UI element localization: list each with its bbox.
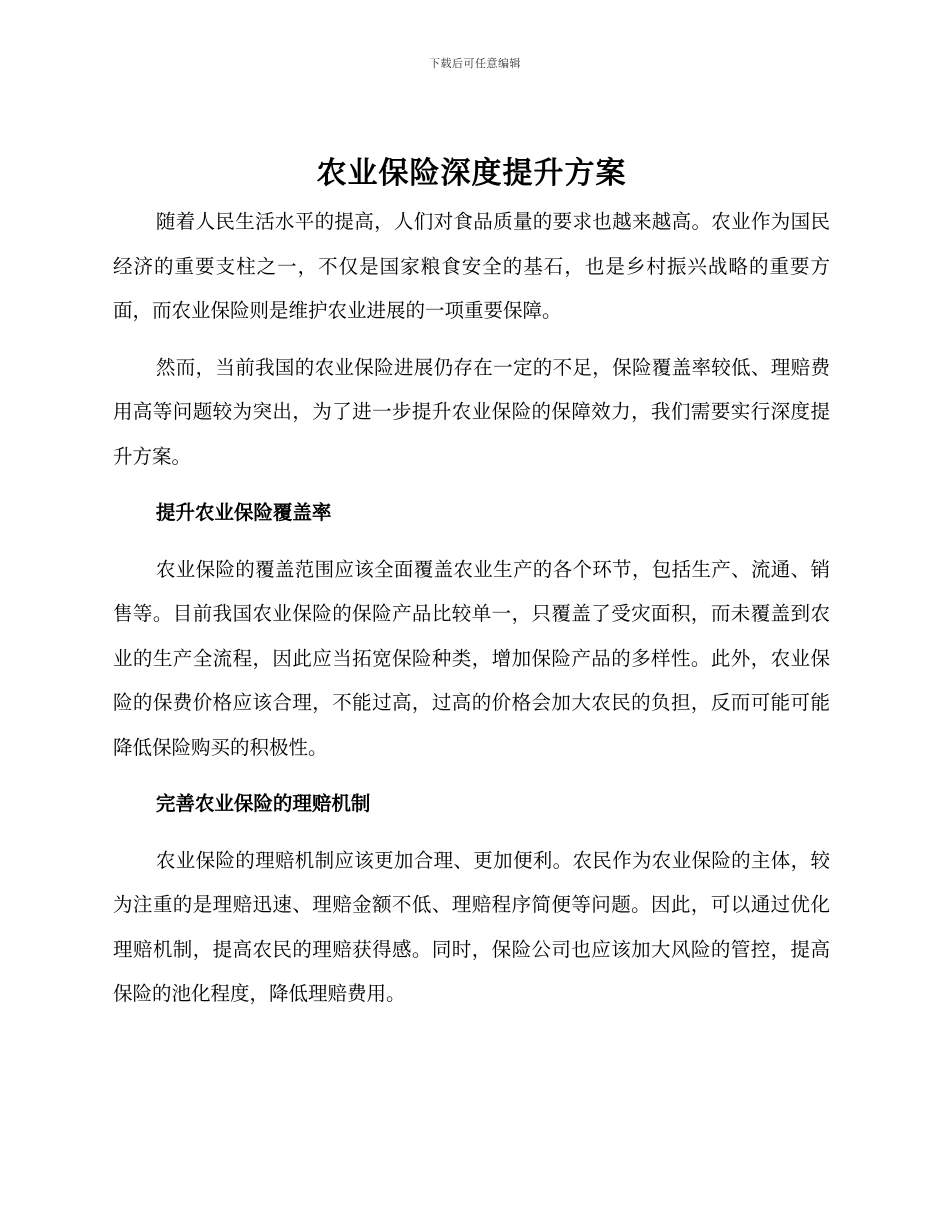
intro-paragraph-1: 随着人民生活水平的提高，人们对食品质量的要求也越来越高。农业作为国民经济的重要支柱之一，不仅是国家粮食安全的基石，也是乡村振兴战略的重要方面，而农业保险则是维护农业进展的一项重要保障。	[113, 210, 830, 322]
section-body-coverage: 农业保险的覆盖范围应该全面覆盖农业生产的各个环节，包括生产、流通、销售等。目前我国农业保险的保险产品比较单一，只覆盖了受灾面积，而未覆盖到农业的生产全流程，因此应当拓宽保险种类，增加保险产品的多样性。此外，农业保险的保费价格应该合理，不能过高，过高的价格会加大农民的负担，反而可能可能降低保险购买的积极性。	[113, 557, 830, 759]
section-heading-coverage: 提升农业保险覆盖率	[155, 501, 332, 524]
document-body	[113, 150, 830, 1029]
header-note: 下载后可任意编辑	[429, 57, 521, 70]
section-heading-claims: 完善农业保险的理赔机制	[155, 792, 371, 815]
document-title: 农业保险深度提升方案	[316, 156, 627, 191]
section-body-claims: 农业保险的理赔机制应该更加合理、更加便利。农民作为农业保险的主体，较为注重的是理赔迅速、理赔金额不低、理赔程序简便等问题。因此，可以通过优化理赔机制，提高农民的理赔获得感。同时，保险公司也应该加大风险的管控，提高保险的池化程度，降低理赔费用。	[113, 848, 830, 1005]
intro-paragraph-2: 然而，当前我国的农业保险进展仍存在一定的不足，保险覆盖率较低、理赔费用高等问题较为突出，为了进一步提升农业保险的保障效力，我们需要实行深度提升方案。	[113, 355, 830, 468]
